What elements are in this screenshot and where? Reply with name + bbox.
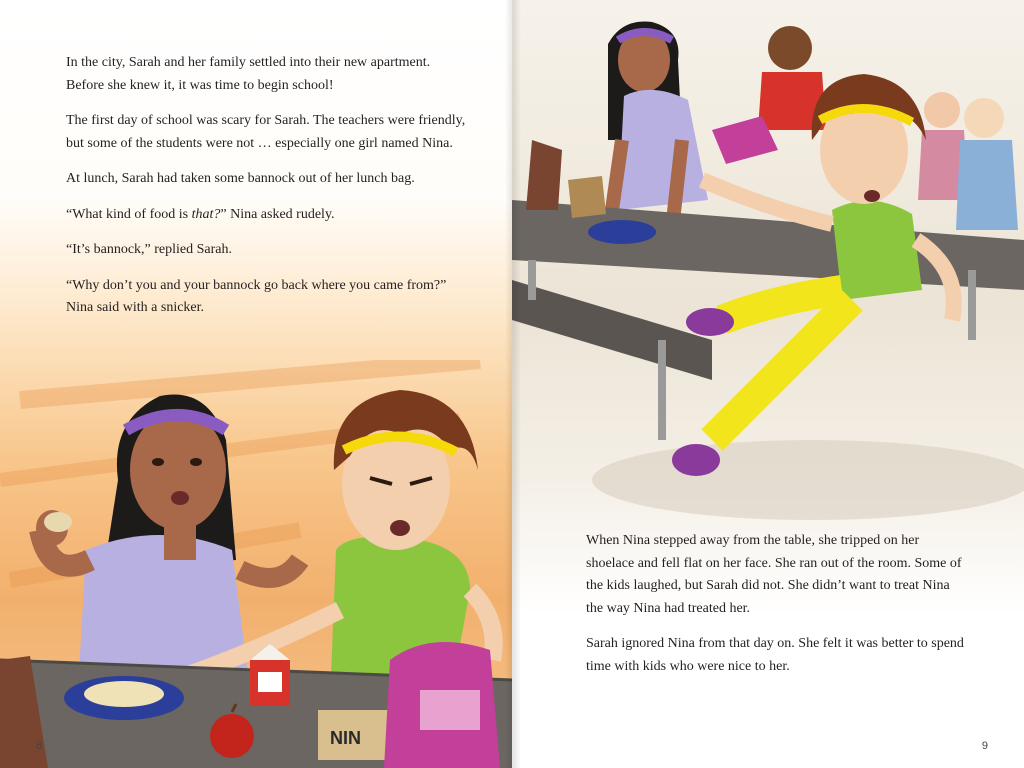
emphasized-word: that? bbox=[191, 206, 221, 222]
paragraph: “Why don’t you and your bannock go back where you came from?” Nina said with a snicker. bbox=[66, 277, 447, 315]
paragraph: In the city, Sarah and her family settled into their new apartment. Before she knew it, it was time to begin school! bbox=[66, 55, 431, 93]
lunch-bag-label: NIN bbox=[330, 728, 361, 748]
lunch-bag bbox=[318, 710, 388, 760]
bannock bbox=[84, 681, 164, 707]
book-gutter bbox=[505, 0, 521, 768]
left-page-text bbox=[66, 52, 466, 333]
sneaker bbox=[672, 444, 720, 476]
paragraph: The first day of school was scary for Sarah. The teachers were friendly, but some of the students were not … especially one girl named Nina. bbox=[66, 113, 466, 151]
tripping-illustration bbox=[512, 0, 1024, 520]
nina-figure bbox=[608, 21, 708, 230]
bench bbox=[512, 280, 712, 380]
paragraph-part: ” Nina asked rudely. bbox=[220, 206, 335, 222]
paragraph: “It’s bannock,” replied Sarah. bbox=[66, 242, 232, 257]
sneaker bbox=[686, 308, 734, 336]
backpack bbox=[384, 642, 500, 768]
paragraph: When Nina stepped away from the table, she tripped on her shoelace and fell flat on her face. She ran out of the room. Some of the kids laughed, but Sarah did not. She didn’t want to treat Nina the way Nina had treated her. bbox=[586, 533, 962, 616]
right-page-text bbox=[586, 530, 966, 691]
paragraph: Sarah ignored Nina from that day on. She felt it was better to spend time with kids who were nice to her. bbox=[586, 636, 964, 674]
plate bbox=[588, 220, 656, 244]
page-number: 8 bbox=[36, 740, 43, 752]
paragraph-part: “What kind of food is bbox=[66, 206, 192, 222]
paragraph: At lunch, Sarah had taken some bannock out of her lunch bag. bbox=[66, 171, 415, 186]
paragraph bbox=[66, 204, 466, 227]
lunch-table-illustration bbox=[0, 360, 512, 768]
page-number: 9 bbox=[981, 740, 988, 752]
apple bbox=[210, 714, 254, 758]
